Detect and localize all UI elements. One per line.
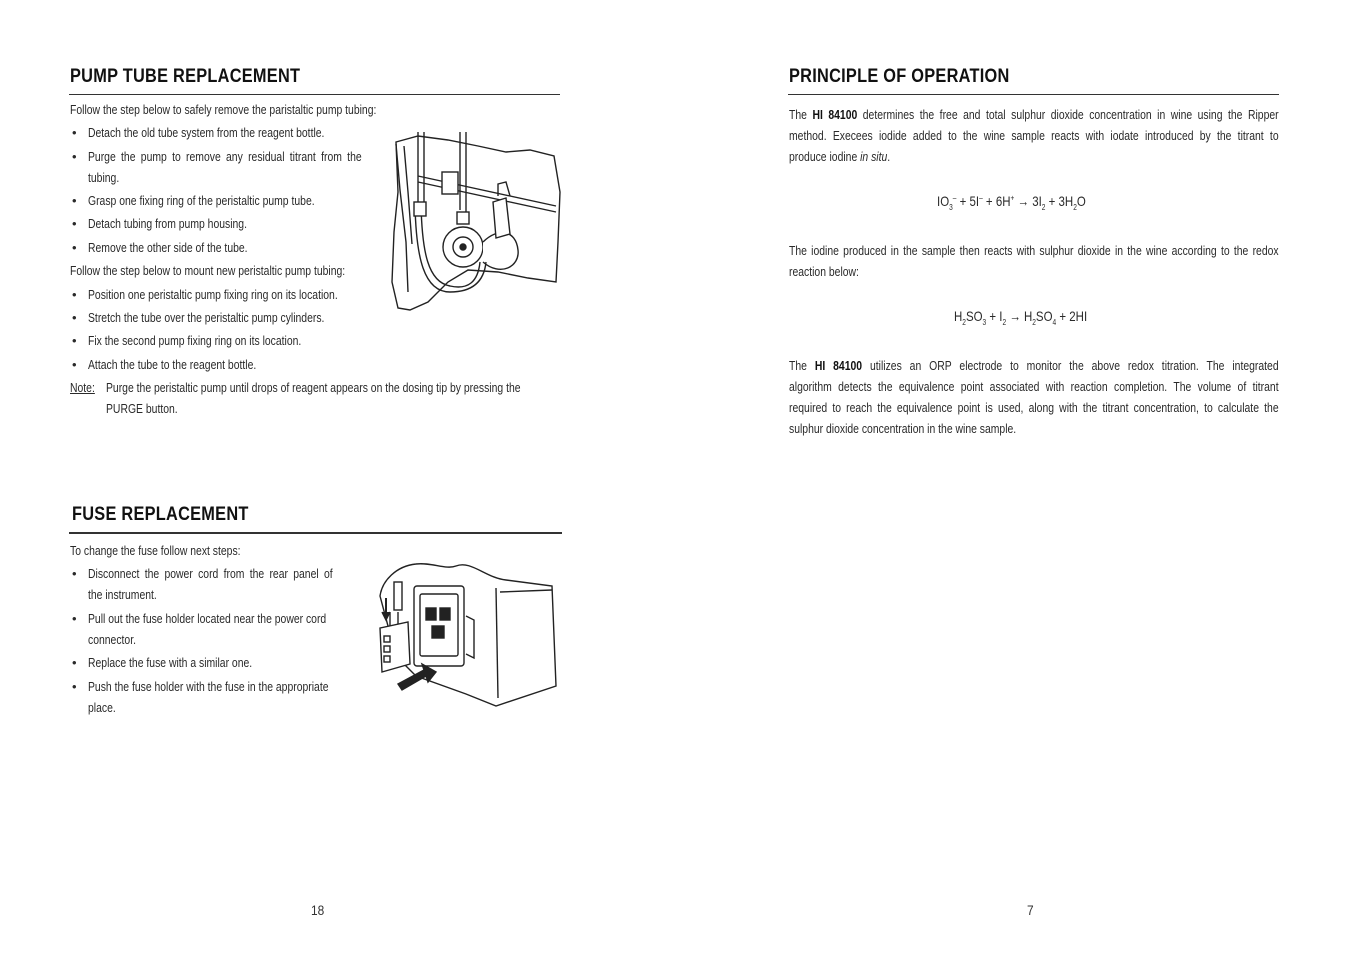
fuse-holder-illustration — [376, 556, 558, 708]
mount-intro: Follow the step below to mount new peristaltic pump tubing: — [70, 263, 346, 278]
fuse-intro: To change the fuse follow next steps: — [70, 543, 241, 558]
principle-of-operation-title: PRINCIPLE OF OPERATION — [789, 66, 1010, 87]
bullet: • — [72, 333, 77, 348]
remove-step-2-cont: tubing. — [88, 170, 120, 185]
note-text: Purge the peristaltic pump until drops of reagent appears on the dosing tip by pressing the — [106, 380, 521, 395]
equation-redox-reaction: $H_2SO_3 + I_2 \to H_2SO_4 + 2HI$ — [954, 308, 1088, 327]
note-label: Note: — [70, 380, 95, 395]
fuse-step-2-cont: connector. — [88, 632, 136, 647]
fuse-step-2: Pull out the fuse holder located near the power cord — [88, 611, 327, 626]
mount-step-1: Position one peristaltic pump fixing ring on its location. — [88, 287, 338, 302]
bullet: • — [72, 216, 77, 231]
pump-tube-replacement-title: PUMP TUBE REPLACEMENT — [70, 66, 301, 87]
page-number: 7 — [1027, 902, 1034, 918]
fuse-replacement-title: FUSE REPLACEMENT — [72, 504, 249, 525]
page-number: 18 — [311, 902, 325, 918]
fuse-step-4-cont: place. — [88, 700, 116, 715]
remove-step-1: Detach the old tube system from the reagent bottle. — [88, 125, 325, 140]
bullet: • — [72, 310, 77, 325]
bullet: • — [72, 149, 77, 164]
bullet: • — [72, 240, 77, 255]
bullet: • — [72, 357, 77, 372]
note-text-cont: PURGE button. — [106, 401, 178, 416]
fuse-step-1-cont: the instrument. — [88, 587, 157, 602]
bullet: • — [72, 287, 77, 302]
bullet: • — [72, 655, 77, 670]
fuse-step-1: Disconnect the power cord from the rear panel of — [88, 566, 333, 581]
paragraph-3: The HI 84100 utilizes an ORP electrode to monitor the above redox titration. The integrated algorithm detects the equivalence point associated with reaction completion. The volume of titrant required to reach the equivalence point is used, along with the titrant concentration, to calculate the sulphur dioxide concentration in the wine sample. — [789, 358, 1279, 436]
remove-step-2: Purge the pump to remove any residual titrant from the — [88, 149, 362, 164]
paragraph-2: The iodine produced in the sample then reacts with sulphur dioxide in the wine according to the redox reaction below: — [789, 243, 1279, 279]
remove-step-3: Grasp one fixing ring of the peristaltic pump tube. — [88, 193, 315, 208]
title-rule — [69, 532, 562, 534]
fuse-step-3: Replace the fuse with a similar one. — [88, 655, 253, 670]
remove-intro: Follow the step below to safely remove the paristaltic pump tubing: — [70, 102, 377, 117]
title-rule — [69, 94, 560, 95]
mount-step-3: Fix the second pump fixing ring on its location. — [88, 333, 302, 348]
bullet: • — [72, 125, 77, 140]
remove-step-4: Detach tubing from pump housing. — [88, 216, 247, 231]
mount-step-4: Attach the tube to the reagent bottle. — [88, 357, 257, 372]
mount-step-2: Stretch the tube over the peristaltic pump cylinders. — [88, 310, 325, 325]
fuse-step-4: Push the fuse holder with the fuse in the appropriate — [88, 679, 329, 694]
bullet: • — [72, 566, 77, 581]
title-rule — [788, 94, 1279, 95]
peristaltic-pump-illustration — [388, 132, 564, 314]
bullet: • — [72, 193, 77, 208]
paragraph-1: The HI 84100 determines the free and total sulphur dioxide concentration in wine using the Ripper method. Execees iodide added to the wine sample reacts with iodate introduced by the titrant to produce iodine in situ. — [789, 107, 1279, 164]
bullet: • — [72, 679, 77, 694]
remove-step-5: Remove the other side of the tube. — [88, 240, 248, 255]
equation-iodine-formation: $IO_3^- + 5I^- + 6H^+ \to 3I_2 + 3H_2O$ — [937, 193, 1086, 212]
bullet: • — [72, 611, 77, 626]
